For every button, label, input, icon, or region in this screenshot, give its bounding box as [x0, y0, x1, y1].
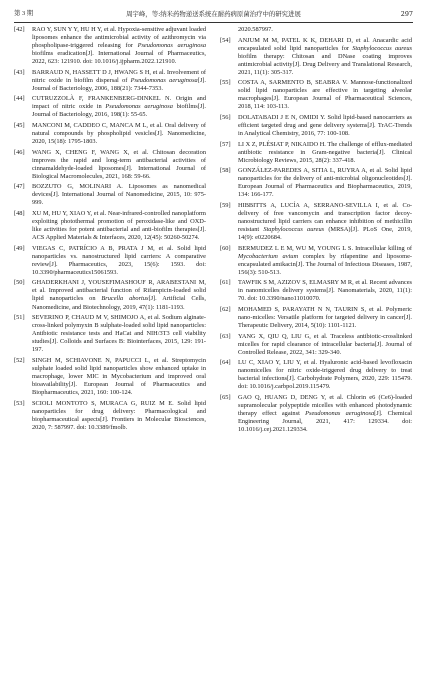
reference-text-segment: CUTRUZZOLÀ F, FRANKENBERG-DINKEL N. Origin and impact of nitric oxide in — [32, 95, 206, 111]
reference-text — [238, 333, 412, 357]
running-header — [14, 8, 413, 20]
reference-text-segment: 2020.587997. — [238, 26, 273, 33]
reference-text-segment: (MRSA)[J]. PLoS One, 2019, 14(9): e0220684. — [238, 226, 412, 242]
reference-text — [32, 400, 206, 432]
reference-entry — [14, 26, 206, 66]
reference-entry — [14, 245, 206, 277]
reference-text — [32, 357, 206, 397]
reference-number: [59] — [220, 201, 231, 209]
reference-number: [43] — [14, 68, 25, 76]
reference-number: [48] — [14, 209, 25, 217]
reference-number: [55] — [220, 79, 231, 87]
reference-text-segment: MOHAMED S, PARAYATH N N, TAURIN S, et al. Polymeric nano-micelles: Versatile platform for targeted delivery in cancer[J]. Therapeutic Delivery, 2014, 5(10): 1101-1121. — [238, 306, 412, 330]
reference-text — [32, 245, 206, 277]
reference-text — [238, 202, 412, 242]
reference-entry — [220, 245, 412, 277]
reference-text-segment: ANJUM M M, PATEL K K, DEHARI D, et al. Anacardic acid encapsulated solid lipid nanoparticles for — [238, 36, 412, 52]
reference-number: [63] — [220, 332, 231, 340]
reference-entry — [14, 357, 206, 397]
reference-text-segment: GAO Q, HUANG D, DENG Y, et al. Chlorin e6 (Ce6)-loaded supramolecular polypeptide micelles with enhanced photodynamic therapy effect against — [238, 393, 412, 418]
reference-text — [238, 141, 412, 165]
reference-number: [47] — [14, 183, 25, 191]
reference-text-segment: TAWFIK S M, AZIZOV S, ELMASRY M R, et al. Recent advances in nanomicelles delivery systems[J]. Nanomaterials, 2020, 11(1): 70. doi: 10.3390/nano11010070. — [238, 279, 412, 303]
reference-text-segment: SINGH M, SCHIAVONE N, PAPUCCI L, et al. Streptomycin sulphate loaded solid lipid nanoparticles show enhanced uptake in macrophage, lower MIC in Mycobacterium and improved oral bioavailability[J]. European Journal of Pharmaceutics and Biopharmaceutics, 2021, 160: 100-124. — [32, 356, 206, 396]
reference-entry — [14, 122, 206, 146]
references-left-column — [14, 26, 206, 434]
running-title: 周宇峰，等:纳米药物递送系统在耐药病原菌治疗中的研究进展 — [126, 10, 301, 18]
reference-text-segment: VIEGAS C, PATRÍCIO A B, PRATA J M, et al. Solid lipid nanoparticles vs. nanostructured lipid carriers: A comparative review[J]. Pharmaceutics, 2023, 15(6): 1593. doi: 10.3390/pharmaceutics15061593. — [32, 244, 206, 276]
species-name: Pseudomonas aeruginosa — [137, 42, 207, 50]
reference-number: [61] — [220, 279, 231, 287]
reference-text — [32, 210, 206, 242]
header-rule — [14, 22, 413, 23]
reference-entry — [220, 306, 412, 330]
reference-text — [238, 245, 412, 277]
issue-number: 第 3 期 — [14, 10, 34, 17]
reference-entry — [220, 394, 412, 434]
reference-entry — [220, 167, 412, 199]
reference-number: [44] — [14, 95, 25, 103]
reference-text-segment: SCIOLI MONTOTO S, MURACA G, RUIZ M E. Solid lipid nanoparticles for drug delivery: Pharmacological and biopharmaceutical aspects[J]. Frontiers in Molecular Biosciences, 2020, 7: 587997. doi: 10.3389/fmolb. — [32, 399, 206, 431]
reference-number: [64] — [220, 359, 231, 367]
reference-entry — [220, 141, 412, 165]
reference-entry — [220, 26, 412, 34]
reference-text — [32, 95, 206, 119]
reference-text — [238, 37, 412, 77]
reference-text — [238, 167, 412, 199]
reference-number: [42] — [14, 26, 25, 33]
reference-number: [54] — [220, 36, 231, 44]
reference-entry — [14, 400, 206, 432]
reference-text-segment: YANG X, QIU Q, LIU G, et al. Traceless antibiotic-crosslinked micelles for rapid clearance of intracellular bacteria[J]. Journal of Controlled Release, 2022, 341: 329-340. — [238, 332, 412, 356]
reference-text — [238, 79, 412, 111]
reference-text-segment: WANG X, CHENG F, WANG X, et al. Chitosan decoration improves the rapid and long-term antibacterial activities of cinnamaldehyde-loaded liposomes[J]. International Journal of Biological Macromolecules, 2021, 168: 59-66. — [32, 148, 206, 180]
reference-number: [62] — [220, 306, 231, 313]
reference-text-segment: HIBBITTS A, LUCÍA A, SERRANO-SEVILLA I, et al. Co-delivery of free vancomycin and transcription factor decoy-nanostructured lipid carriers can enhance inhibition of methicillin resistant — [238, 201, 412, 234]
reference-number: [56] — [220, 113, 231, 121]
reference-number: [49] — [14, 244, 25, 252]
reference-text — [238, 306, 412, 330]
reference-text — [238, 359, 412, 391]
reference-text — [32, 314, 206, 354]
reference-number: [50] — [14, 279, 25, 287]
reference-entry — [220, 333, 412, 357]
reference-entry — [14, 210, 206, 242]
reference-number: [52] — [14, 356, 25, 364]
reference-entry — [14, 69, 206, 93]
reference-text — [32, 149, 206, 181]
reference-entry — [220, 114, 412, 138]
reference-text-segment: complex by rifapentine and liposome-encapsulated amikacin[J]. The Journal of Infectious Diseases, 1987, 156(3): 510-513. — [238, 252, 412, 276]
reference-text-segment: biofilms[J]. Journal of Bacteriology, 2016, 198(1): 55-65. — [32, 103, 207, 119]
reference-number: [57] — [220, 140, 231, 148]
reference-text-segment: BARRAUD N, HASSETT D J, HWANG S H, et al. Involvement of nitric oxide in biofilm dispersal of — [32, 68, 206, 84]
reference-text — [238, 394, 412, 434]
reference-entry — [220, 37, 412, 77]
reference-text-segment: LU C, XIAO Y, LIU Y, et al. Hyaluronic acid-based levofloxacin nanomicelles for nitric oxide-triggered drug delivery to treat bacterial infections[J]. Carbohydrate Polymers, 2020, 229: 115479. doi: 10.1016/j.carbpol.2019.115479. — [238, 359, 412, 391]
reference-text-segment: SEVERINO P, CHAUD M V, SHIMOJO A, et al. Sodium alginate-cross-linked polymyxin B sulphate-loaded solid lipid nanoparticles: Antibiotic resistance tests and HaCat and NIH/3T3 cell viability studies[J]. Colloids and Surfaces B: Biointerfaces, 2015, 129: 191-197. — [32, 314, 206, 354]
reference-text — [32, 26, 206, 66]
reference-text-segment: BERMUDEZ L E M, WU M, YOUNG L S. Intracellular killing of — [238, 244, 412, 252]
reference-text-segment: biofilm therapy: Chitosan and DNase coating improves antimicrobial activity[J]. Drug Delivery and Translational Research, 2021, 11(1): 305-317. — [238, 52, 412, 76]
reference-number: [51] — [14, 314, 25, 322]
species-name: Pseudomonas aeruginosa — [130, 76, 198, 84]
reference-entry — [14, 183, 206, 207]
reference-entry — [14, 314, 206, 354]
species-name: Brucella abortus — [101, 295, 149, 303]
reference-text — [32, 122, 206, 146]
reference-text-segment: COSTA A, SARMENTO B, SEABRA V. Mannose-functionalized solid lipid nanoparticles are effective in targeting alveolar macrophages[J]. European Journal of Pharmaceutical Sciences, 2018, 114: 103-113. — [238, 79, 412, 111]
reference-number: [45] — [14, 122, 25, 130]
reference-text-segment: MANCONI M, CADDEO C, MANCA M L, et al. Oral delivery of natural compounds by phospholipid vesicles[J]. Nanomedicine, 2020, 15(18): 1795-1803. — [32, 122, 206, 146]
species-name: Pseudomonas aeruginosa — [105, 103, 173, 111]
reference-text-segment: DOLATABADI J E N, OMIDI Y. Solid lipid-based nanocarriers as efficient targeted drug and gene delivery systems[J]. TrAC-Trends in Analytical Chemistry, 2016, 77: 100-108. — [238, 113, 412, 138]
reference-text-segment: BOZZUTO G, MOLINARI A. Liposomes as nanomedical devices[J]. International Journal of Nanomedicine, 2015, 10: 975-999. — [32, 183, 206, 207]
reference-entry — [220, 79, 412, 111]
reference-text — [238, 26, 412, 34]
species-name: Mycobacterium avium — [238, 252, 299, 260]
reference-number: [65] — [220, 393, 231, 401]
reference-number: [58] — [220, 167, 231, 175]
reference-text — [32, 279, 206, 311]
reference-text-segment: RAO Y, SUN Y Y, HU H Y, et al. Hypoxia-sensitive adjuvant loaded liposomes enhance the antimicrobial activity of azithromycin via phospholipase-triggered releasing for — [32, 26, 206, 50]
reference-entry — [14, 95, 206, 119]
species-name: Staphylococcus aureus — [352, 44, 412, 52]
reference-entry — [14, 149, 206, 181]
species-name: Staphylococcus aureus — [263, 226, 325, 234]
reference-entry — [14, 279, 206, 311]
reference-text-segment: [J]. Journal of Bacteriology, 2006, 188(21): 7344-7353. — [32, 76, 206, 92]
reference-text-segment: biofilms eradication[J]. International Journal of Pharmaceutics, 2022, 623: 121910. doi: 10.1016/j.ijpharm.2022.121910. — [32, 50, 206, 66]
reference-text-segment: [J]. Chemical Engineering Journal, 2021, 417: 129334. doi: 10.1016/j.cej.2021.129334. — [238, 410, 412, 434]
page-number: 297 — [400, 10, 413, 18]
reference-text-segment: GONZÁLEZ-PAREDES A, SITIA L, RUYRA A, et al. Solid lipid nanoparticles for the delivery of anti-microbial oligonucleotides[J]. European Journal of Pharmaceutics and Biopharmaceutics, 2019, 134: 166-177. — [238, 167, 412, 199]
reference-number: [60] — [220, 244, 231, 252]
reference-text-segment: XU M, HU Y, XIAO Y, et al. Near-infrared-controlled nanoplatform exploiting photothermal promotion of peroxidase-like and OXD-like activities for potent antibacterial and anti-biofilm therapies[J]. ACS Applied Materials & Interfaces, 2020, 12(45): 50260-50274. — [32, 209, 206, 242]
reference-text-segment: GHADERKHANI J, YOUSEFIMASHOUF R, ARABESTANI M, et al. Improved antibacterial function of Rifampicin-loaded solid lipid nanoparticles on — [32, 279, 206, 303]
reference-text — [32, 183, 206, 207]
species-name: Pseudomonas aeruginosa — [305, 410, 375, 418]
reference-entry — [220, 279, 412, 303]
reference-text — [238, 114, 412, 138]
references-right-column — [220, 26, 412, 437]
reference-text — [238, 279, 412, 303]
reference-number: [46] — [14, 148, 25, 156]
reference-entry — [220, 359, 412, 391]
reference-number: [53] — [14, 399, 25, 407]
reference-text-segment: [J]. Artificial Cells, Nanomedicine, and Biotechnology, 2019, 47(1): 1181-1193. — [32, 295, 206, 311]
reference-text — [32, 69, 206, 93]
reference-entry — [220, 202, 412, 242]
reference-text-segment: LI X Z, PLÉSIAT P, NIKAIDO H. The challenge of efflux-mediated antibiotic resistance in Gram-negative bacteria[J]. Clinical Microbiology Reviews, 2015, 28(2): 337-418. — [238, 140, 412, 164]
